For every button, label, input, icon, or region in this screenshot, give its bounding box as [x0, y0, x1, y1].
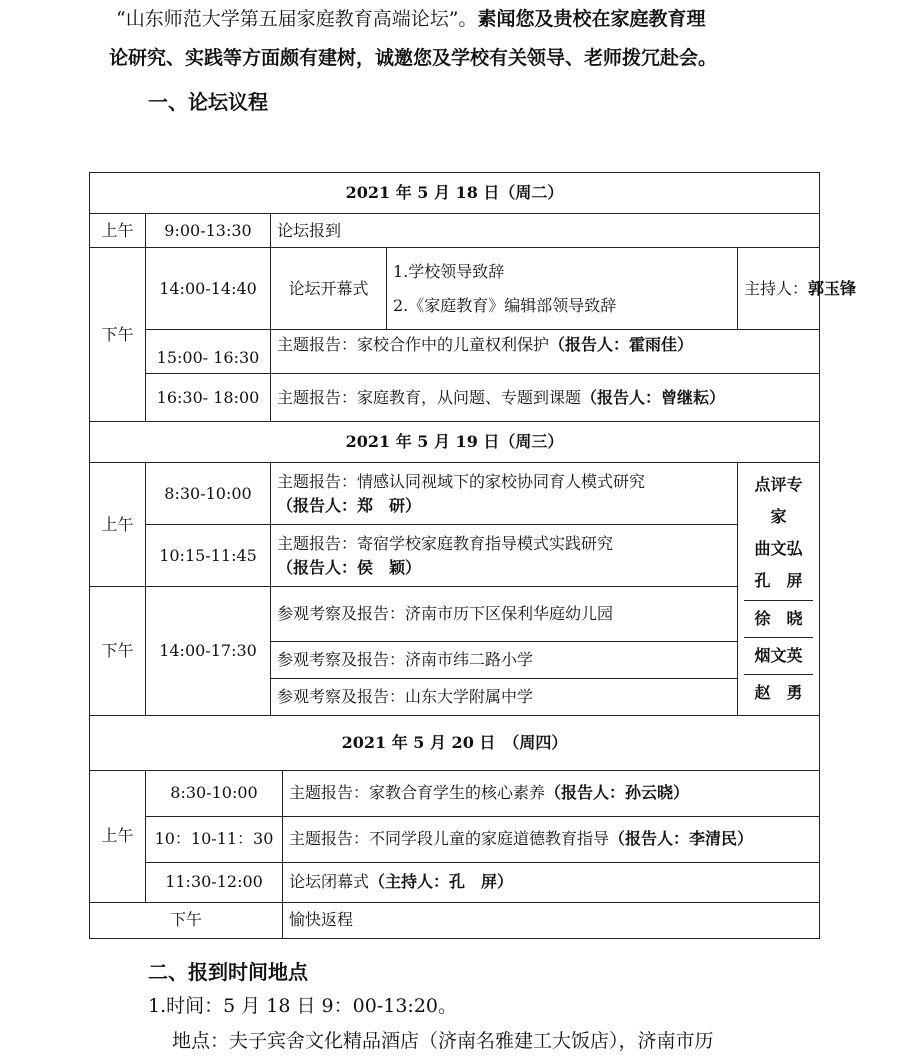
day1-r4-time: 16:30- 18:00 — [146, 374, 271, 422]
speech-1: 1.学校领导致辞 — [393, 261, 505, 281]
report-title: 主题报告：寄宿学校家庭教育指导模式实践研究 — [277, 533, 614, 553]
day2-r1-time: 8:30-10:00 — [146, 463, 271, 525]
day3-r3-closing — [283, 862, 820, 902]
host-name: 郭玉锋 — [808, 278, 857, 298]
day2-afternoon-label: 下午 — [90, 587, 146, 716]
day1-r1-time: 9:00-13:30 — [146, 214, 271, 248]
day3-r1-report — [283, 770, 820, 816]
day3-morning-label: 上午 — [90, 770, 146, 902]
day2-r1-report — [271, 463, 738, 525]
reviewer-name: 烟文英 — [744, 638, 813, 675]
forum-name: “山东师范大学第五届家庭教育高端论坛”。 — [116, 8, 478, 30]
report-title: 主题报告：家庭教育，从问题、专题到课题 — [277, 387, 582, 407]
intro-line-2: 论研究、实践等方面颇有建树，诚邀您及学校有关领导、老师拨冗赴会。 — [109, 47, 718, 69]
day1-r3-report — [271, 330, 820, 374]
day2-visit-1: 参观考察及报告：济南市历下区保利华庭幼儿园 — [271, 587, 738, 642]
day3-r2-report — [283, 816, 820, 862]
intro-line-1-bold: 素闻您及贵校在家庭教育理 — [477, 8, 706, 30]
host-label: 主持人： — [744, 278, 809, 298]
registration-time: 1.时间：5 月 18 日 9：00-13:20。 — [148, 995, 457, 1017]
report-title: 主题报告：情感认同视域下的家校协同育人模式研究 — [277, 471, 646, 491]
day1-host — [738, 248, 857, 330]
closing-host: （主持人：孔 屏） — [369, 872, 514, 891]
reviewer-list — [744, 466, 813, 712]
agenda-table — [89, 172, 857, 939]
reporter: （报告人：李清民） — [609, 829, 754, 848]
registration-location: 地点：夫子宾舍文化精品酒店（济南名雅建工大饭店），济南市历 — [172, 1030, 714, 1052]
day1-date: 2021 年 5 月 18 日（周二） — [90, 173, 820, 214]
reporter: （报告人：孙云晓） — [545, 783, 690, 802]
day2-r2-time: 10:15-11:45 — [146, 525, 271, 587]
day2-morning-label: 上午 — [90, 463, 146, 587]
day1-morning-label: 上午 — [90, 214, 146, 248]
day3-r2-time: 10：10-11：30 — [146, 816, 283, 862]
section-2-heading: 二、报到时间地点 — [148, 960, 308, 984]
reviewer-title: 点评专家 — [754, 475, 803, 526]
report-title: 主题报告：家校合作中的儿童权利保护 — [277, 335, 550, 354]
day2-visit-3: 参观考察及报告：山东大学附属中学 — [271, 678, 738, 715]
report-title: 主题报告：不同学段儿童的家庭道德教育指导 — [289, 829, 610, 848]
reviewer-name: 孔 屏 — [754, 571, 803, 590]
day2-r2-report — [271, 525, 738, 587]
day3-r3-time: 11:30-12:00 — [146, 862, 283, 902]
day1-opening-speeches — [387, 248, 738, 330]
intro-line-1 — [116, 6, 705, 32]
reviewer-panel-top — [744, 466, 813, 601]
day2-date: 2021 年 5 月 19 日（周三） — [90, 422, 820, 463]
reporter: （报告人：曾继耘） — [581, 387, 726, 407]
section-1-heading: 一、论坛议程 — [148, 90, 268, 114]
day1-r4-report — [271, 374, 820, 422]
reporter: （报告人：霍雨佳） — [549, 335, 694, 354]
day1-r2-time: 14:00-14:40 — [146, 248, 271, 330]
reporter: （报告人：郑 研） — [277, 495, 422, 515]
day3-r1-time: 8:30-10:00 — [146, 770, 283, 816]
closing-ceremony: 论坛闭幕式 — [289, 872, 370, 891]
day1-r3-time: 15:00- 16:30 — [146, 330, 271, 374]
report-title: 主题报告：家教合育学生的核心素养 — [289, 783, 546, 802]
reviewer-column — [738, 463, 820, 716]
day1-afternoon-label: 下午 — [90, 248, 146, 422]
reporter: （报告人：侯 颖） — [277, 557, 422, 577]
reviewer-name: 曲文弘 — [754, 539, 803, 558]
day2-visit-2: 参观考察及报告：济南市纬二路小学 — [271, 641, 738, 678]
day3-return: 愉快返程 — [283, 902, 820, 938]
reviewer-name: 徐 晓 — [744, 601, 813, 638]
day3-date: 2021 年 5 月 20 日 （周四） — [90, 715, 820, 770]
day2-r3-time: 14:00-17:30 — [146, 587, 271, 716]
day1-r1-item: 论坛报到 — [271, 214, 820, 248]
reviewer-name: 赵 勇 — [754, 683, 803, 703]
day3-afternoon-label: 下午 — [90, 902, 283, 938]
speech-2: 2.《家庭教育》编辑部领导致辞 — [393, 295, 617, 315]
day1-opening-ceremony: 论坛开幕式 — [271, 248, 387, 330]
